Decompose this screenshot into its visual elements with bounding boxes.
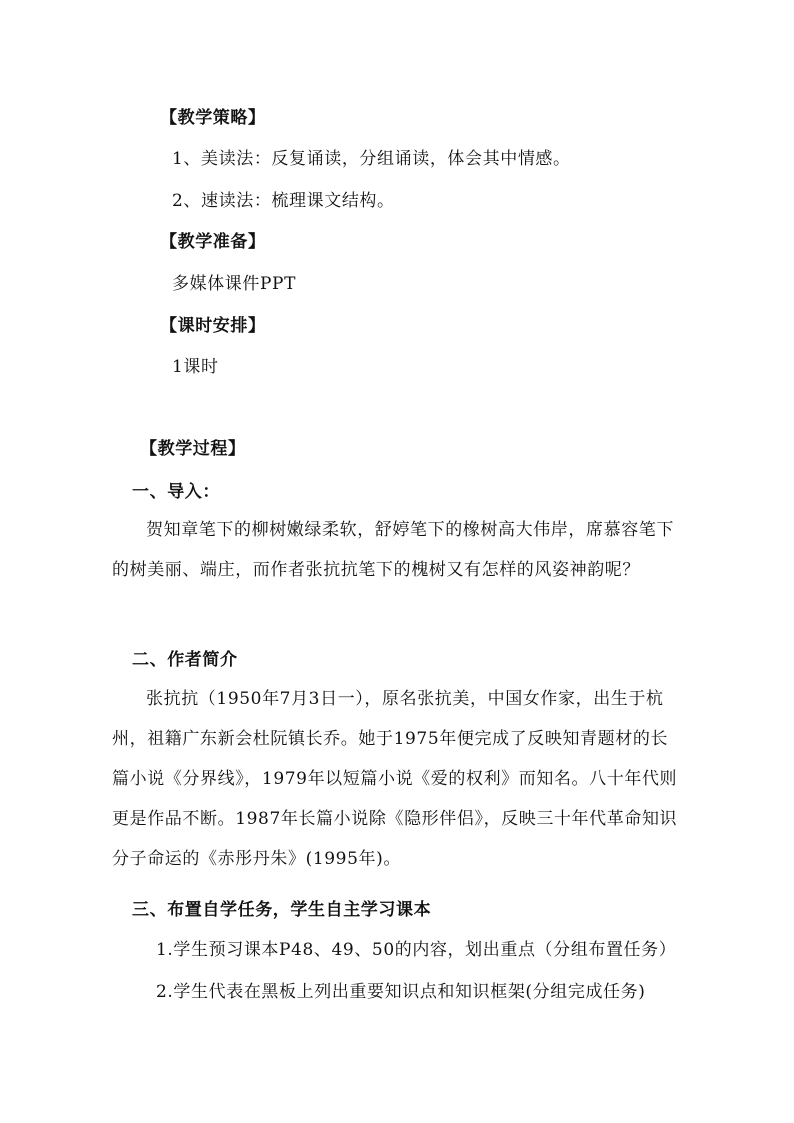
selfstudy-item-2: 2.学生代表在黑板上列出重要知识点和知识框架(分组完成任务) <box>156 982 646 1002</box>
section-intro-paragraph <box>112 510 682 590</box>
preparation-heading: 【教学准备】 <box>160 232 266 252</box>
section-intro-title: 一、导入： <box>132 482 220 502</box>
strategy-item-2: 2、速读法：梳理课文结构。 <box>172 191 395 211</box>
section-author-title: 二、作者简介 <box>132 650 238 670</box>
schedule-content: 1课时 <box>172 357 219 377</box>
schedule-heading: 【课时安排】 <box>160 316 266 336</box>
section-author-paragraph <box>112 679 682 879</box>
intro-text: 贺知章笔下的柳树嫩绿柔软，舒婷笔下的橡树高大伟岸，席慕容笔下的树美丽、端庄，而作者张抗抗笔下的槐树又有怎样的风姿神韵呢？ <box>112 520 674 580</box>
process-heading: 【教学过程】 <box>140 439 246 459</box>
section-selfstudy-title: 三、布置自学任务，学生自主学习课本 <box>132 900 432 920</box>
selfstudy-item-1: 1.学生预习课本P48、49、50的内容，划出重点（分组布置任务） <box>156 940 677 960</box>
strategy-item-1: 1、美读法：反复诵读，分组诵读，体会其中情感。 <box>172 149 571 169</box>
author-text: 张抗抗（1950年7月3日一），原名张抗美，中国女作家，出生于杭州，祖籍广东新会杜阮镇长乔。她于1975年便完成了反映知青题材的长篇小说《分界线》，1979年以短篇小说《爱的权利》而知名。八十年代则更是作品不断。1987年长篇小说除《隐形伴侣》，反映三十年代革命知识分子命运的《赤彤丹朱》(1995年)。 <box>112 689 678 869</box>
preparation-content: 多媒体课件PPT <box>172 274 297 294</box>
strategy-heading: 【教学策略】 <box>160 108 266 128</box>
